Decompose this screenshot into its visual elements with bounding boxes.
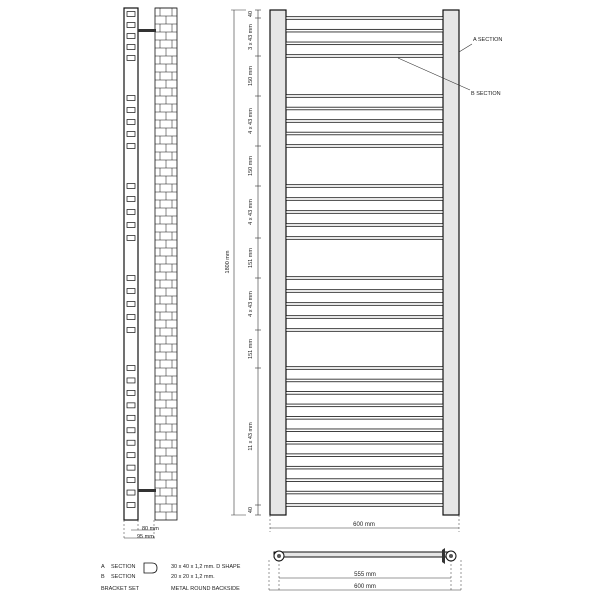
bar	[286, 55, 443, 58]
seg-label-8: 151 mm	[248, 339, 254, 359]
legend-a-name: SECTION	[111, 564, 136, 570]
side-view	[124, 8, 177, 540]
seg-label-10: 40	[248, 506, 254, 514]
side-square	[127, 315, 135, 320]
side-square	[127, 465, 135, 470]
bar	[286, 329, 443, 332]
side-dim-80: 80 mm	[142, 526, 159, 532]
side-square	[127, 289, 135, 294]
bar	[286, 132, 443, 135]
top-right-clip	[442, 548, 445, 564]
front-view	[225, 10, 502, 532]
legend-b-spec: 20 x 20 x 1,2 mm.	[171, 574, 215, 580]
seg-label-1: 3 x 43 mm	[248, 24, 254, 50]
bar	[286, 392, 443, 395]
bar	[286, 316, 443, 319]
side-square	[127, 415, 135, 420]
bar	[286, 145, 443, 148]
side-square	[127, 490, 135, 495]
top-left-bracket-hole	[277, 554, 281, 558]
side-square	[127, 132, 135, 137]
bar	[286, 290, 443, 293]
seg-label-3: 4 x 43 mm	[248, 108, 254, 134]
top-right-bracket-hole	[449, 554, 453, 558]
legend-bracket-label: BRACKET SET	[101, 586, 140, 592]
bar	[286, 466, 443, 469]
seg-label-0: 40	[248, 10, 254, 18]
bar	[286, 479, 443, 482]
side-square	[127, 144, 135, 149]
overall-height-label: 1800 mm	[225, 250, 231, 274]
section-b-label: B SECTION	[471, 91, 501, 97]
bar	[286, 185, 443, 188]
bar	[286, 303, 443, 306]
right-rail	[443, 10, 459, 515]
side-square	[127, 184, 135, 189]
seg-label-2: 150 mm	[248, 66, 254, 86]
d-shape-icon	[144, 563, 157, 573]
side-square	[127, 236, 135, 241]
bar	[286, 224, 443, 227]
legend	[101, 563, 241, 592]
bar	[286, 491, 443, 494]
bar	[286, 42, 443, 45]
side-square	[127, 197, 135, 202]
side-square	[127, 56, 135, 61]
side-square	[127, 403, 135, 408]
left-rail	[270, 10, 286, 515]
side-square	[127, 96, 135, 101]
legend-bracket-spec: METAL ROUND BACKSIDE	[171, 586, 240, 592]
bar	[286, 237, 443, 240]
overall-height-ticks	[231, 10, 246, 515]
legend-a-letter: A	[101, 564, 105, 570]
bar	[286, 504, 443, 507]
side-square	[127, 453, 135, 458]
side-square	[127, 108, 135, 113]
bar	[286, 429, 443, 432]
top-inner-label: 555 mm	[354, 572, 376, 578]
side-square	[127, 503, 135, 508]
seg-label-6: 151 mm	[248, 248, 254, 268]
bar	[286, 367, 443, 370]
bar	[286, 441, 443, 444]
side-square	[127, 34, 135, 39]
wall-bracket-top	[138, 29, 156, 32]
side-square	[127, 223, 135, 228]
top-outer-label: 600 mm	[354, 584, 376, 590]
bar	[286, 211, 443, 214]
bar	[286, 454, 443, 457]
side-square	[127, 276, 135, 281]
bar	[286, 107, 443, 110]
side-square	[127, 12, 135, 17]
legend-a-spec: 30 x 40 x 1,2 mm. D SHAPE	[171, 564, 241, 570]
horizontal-bars	[286, 17, 443, 507]
wall-bracket-bottom	[138, 489, 156, 492]
bar	[286, 417, 443, 420]
side-square	[127, 366, 135, 371]
segment-labels	[248, 11, 254, 513]
side-square	[127, 302, 135, 307]
side-square	[127, 428, 135, 433]
side-square	[127, 328, 135, 333]
width-label: 600 mm	[353, 522, 375, 528]
section-a-label: A SECTION	[473, 37, 503, 43]
seg-label-4: 150 mm	[248, 156, 254, 176]
side-square	[127, 45, 135, 50]
bar	[286, 277, 443, 280]
bar	[286, 198, 443, 201]
bar	[286, 29, 443, 32]
side-square	[127, 440, 135, 445]
top-bar	[274, 552, 452, 557]
side-square	[127, 378, 135, 383]
legend-b-name: SECTION	[111, 574, 136, 580]
top-view	[269, 548, 461, 592]
seg-label-5: 4 x 43 mm	[248, 199, 254, 225]
bar	[286, 404, 443, 407]
seg-label-7: 4 x 43 mm	[248, 291, 254, 317]
side-square	[127, 210, 135, 215]
seg-label-9: 11 x 43 mm	[248, 422, 254, 451]
side-square	[127, 478, 135, 483]
bar	[286, 379, 443, 382]
side-square	[127, 23, 135, 28]
section-leaders	[398, 44, 472, 90]
legend-b-letter: B	[101, 574, 105, 580]
bar	[286, 120, 443, 123]
bar	[286, 17, 443, 20]
bar	[286, 95, 443, 98]
side-dim-95: 95 mm	[137, 534, 154, 540]
side-square	[127, 120, 135, 125]
side-square	[127, 390, 135, 395]
